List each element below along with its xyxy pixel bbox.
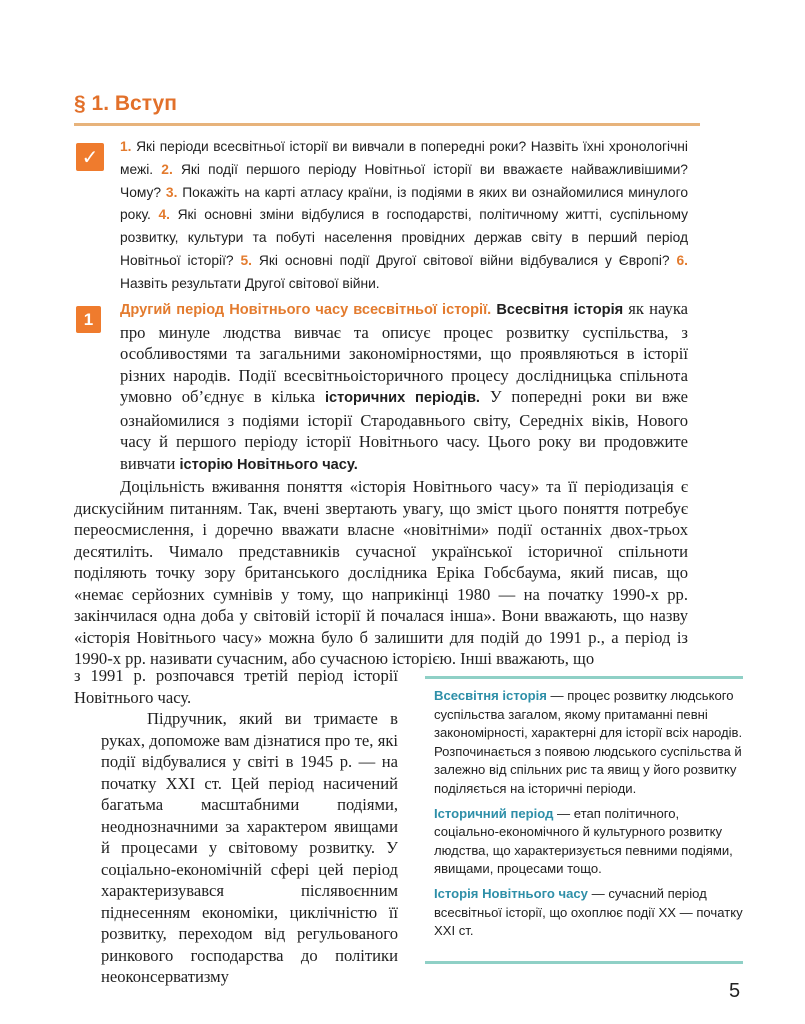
glossary-term: Історичний період	[434, 805, 554, 821]
page-number: 5	[729, 980, 741, 1002]
glossary-entry	[425, 885, 743, 941]
question-text: Покажіть на карті атласу країни, із подіями в яких ви ознайомилися минулого року.	[120, 184, 688, 223]
paragraph-textbook: Підручник, який ви тримаєте в руках, допоможе вам дізнатися про те, які події відбувалися у світі в 1945 р. — на початку XXI ст. Цей період насичений багатьма масштабними подіями, неоднозначними за характером явищами й процесами у світовому розвитку. У соціально-економічній сфері цей період характеризувався післявоєнним піднесенням економіки, циклічністю її розвитку, переходом від регульованого ринкового господарства до політики неоконсерватизму	[101, 709, 398, 986]
question-text: Які періоди всесвітньої історії ви вивчали в попередні роки? Назвіть їхні хронологічні межі.	[120, 139, 688, 177]
review-questions	[120, 136, 688, 296]
question-number: 2.	[161, 161, 173, 177]
left-column-text	[74, 665, 398, 988]
question-number: 5.	[240, 252, 253, 268]
glossary-definition: — сучасний період всесвітньої історії, що охоплює події XX — початку XXI ст.	[434, 885, 743, 939]
glossary-definition: — процес розвитку людського суспільства загалом, якому притаманні певні закономірності, характерні для історії всіх народів. Розпочинається з появою людського суспільства й залежно від спільних рис та явищ у його розвитку поділяється на історичні періоди.	[434, 688, 743, 796]
checkmark-icon: ✓	[76, 143, 104, 171]
question-text: Які основні події Другої світової війни відбувалися у Європі?	[258, 252, 670, 268]
text-run: як наука про минуле людства вивчає та описує процес розвитку суспільства, з особливостями та загальними закономірностями, що проявляються в історії різних народів. Події всесвітньоісторичного процесу дослідницька спільнота умовно об’єднує в кілька	[120, 299, 689, 406]
paragraph-continuation: з 1991 р. розпочався третій період історії Новітнього часу.	[74, 666, 398, 707]
term-world-history: Всесвітня історія	[496, 302, 624, 318]
term-historical-periods: історичних періодів.	[324, 390, 480, 406]
question-text: Назвіть результати Другої світової війни.	[120, 275, 380, 291]
question-number: 1.	[120, 139, 132, 154]
glossary-sidebar	[425, 676, 743, 964]
question-text: Які події першого періоду Новітньої історії ви вважаєте найважливішими? Чому?	[120, 161, 688, 200]
paragraph-heading: Другий період Новітнього часу всесвітньої історії.	[120, 302, 492, 318]
term-modern-history: історію Новітнього часу.	[179, 456, 358, 473]
question-text: Які основні зміни відбулися в господарстві, політичному житті, суспільному розвитку, культури та побуті населення провідних держав світу в перший період Новітньої історії?	[120, 207, 688, 268]
glossary-definition: — етап політичного, соціально-економічного й культурного розвитку людства, що характеризується певними подіями, явищами, процесами тощо.	[434, 805, 733, 877]
glossary-term: Історія Новітнього часу	[434, 885, 588, 901]
glossary-entry	[425, 805, 743, 879]
question-number: 6.	[676, 252, 688, 268]
main-text	[74, 298, 688, 670]
section-title: § 1. Вступ	[74, 92, 177, 115]
text-run: У попередні роки ви вже ознайомилися з подіями історії Стародавнього світу, Середніх віків, Нового часу й першого періоду історії Новітнього часу. Цього року ви продовжите вивчати	[120, 387, 688, 473]
paragraph-intro	[74, 298, 688, 476]
question-number: 4.	[158, 207, 170, 223]
glossary-term: Всесвітня історія	[434, 688, 547, 703]
paragraph-periodization: Доцільність вживання поняття «історія Новітнього часу» та її періодизація є дискусійним питанням. Так, вчені звертають увагу, що зміст цього поняття потребує переосмислення, і доречно вважати власне «новітніми» події останніх двох-трьох десятиліть. Чимало представників сучасної української історичної спільноти поділяють точку зору британського дослідника Еріка Гобсбаума, який писав, що «немає серйозних сумнівів у тому, що наприкінці 1980 — на початку 1990-х рр. закінчилася одна доба у світовій історії й почалася інша». Вони вважають, що назву «історія Новітнього часу» можна було б залишити для подій до 1991 р., а період із 1990-х рр. називати сучасним, або сучасною історією. Інші вважають, що	[74, 477, 688, 668]
question-number: 3.	[165, 184, 178, 200]
title-underline	[74, 123, 700, 126]
glossary-entry	[425, 687, 743, 799]
paragraph-number-badge: 1	[76, 306, 101, 333]
